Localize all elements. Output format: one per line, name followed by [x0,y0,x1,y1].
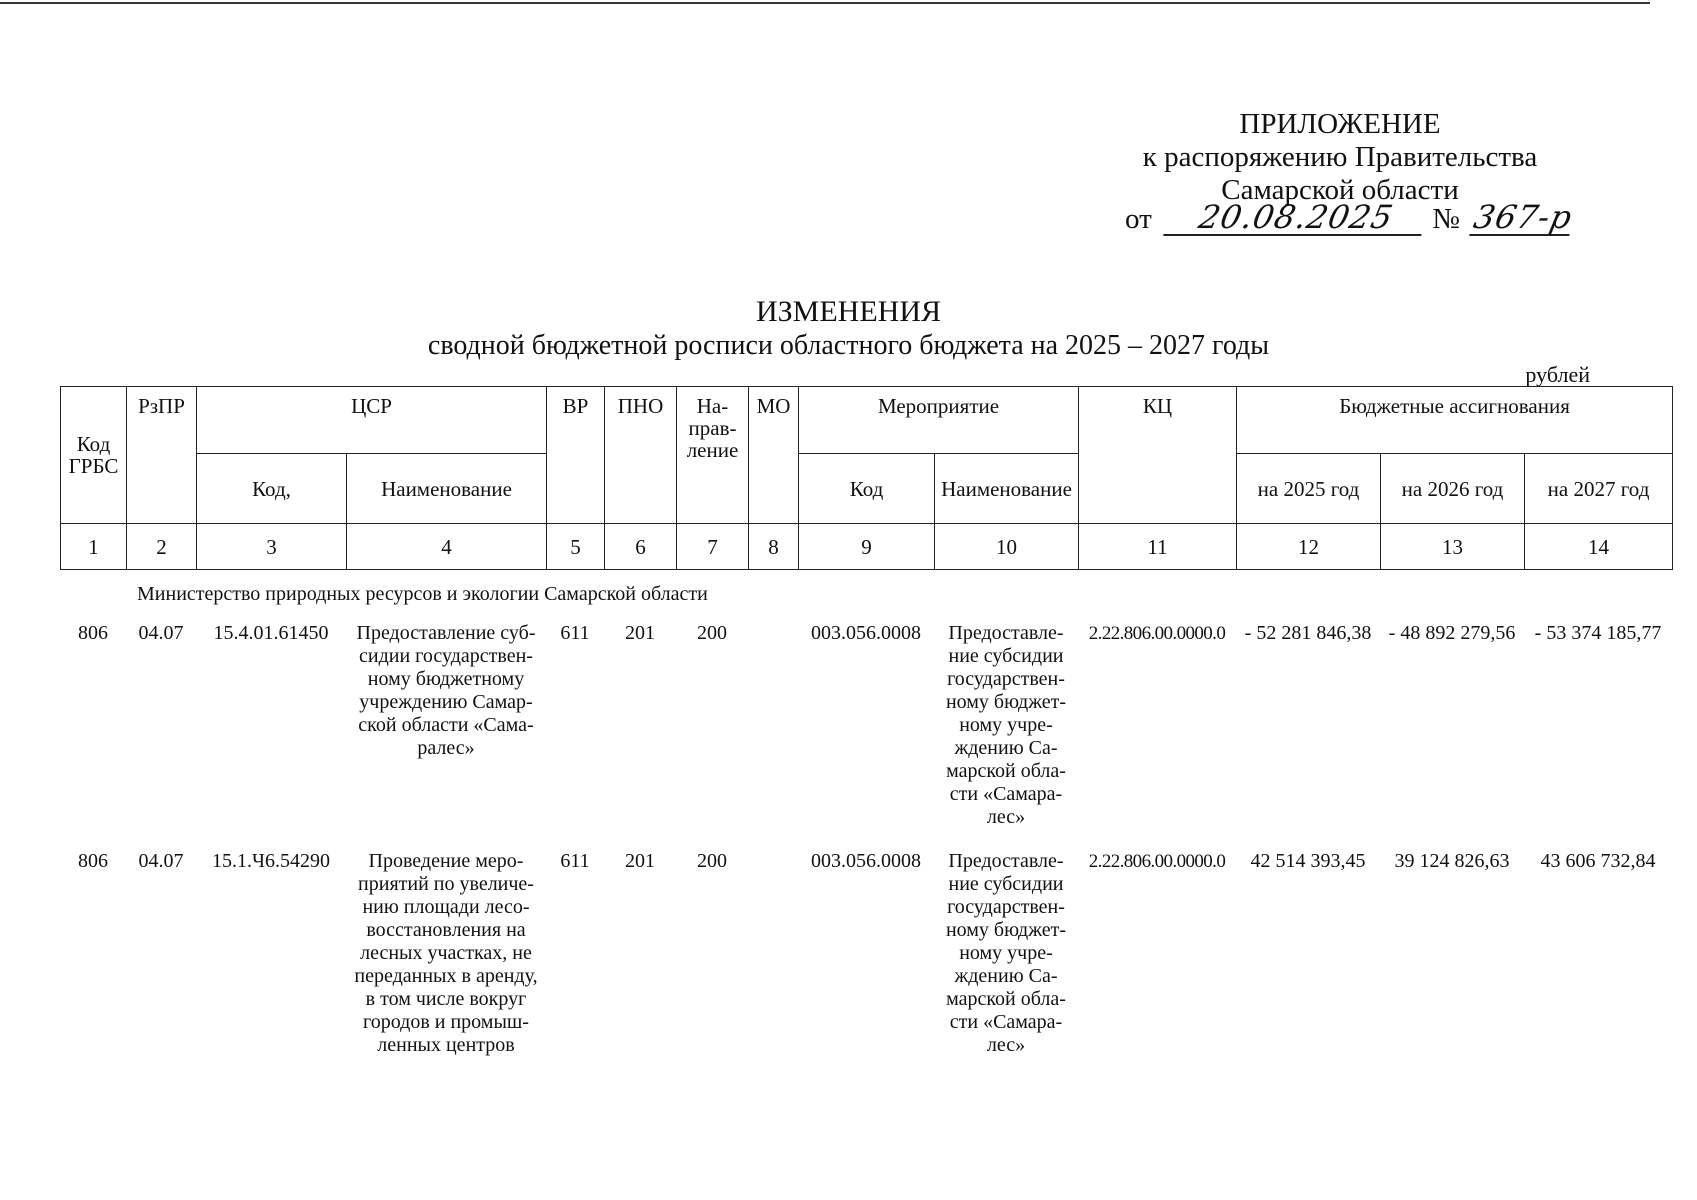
column-number: 4 [347,524,547,570]
cell-kc: 2.22.806.00.0000.0 [1088,851,1226,872]
appendix-line-3: Самарской области [1221,174,1459,206]
top-border-line [0,2,1650,4]
header-event: Мероприятие [799,387,1079,454]
appendix-block [1110,108,1570,207]
currency-unit: рублей [1525,362,1590,387]
cell-event-name: Предоставле-ние субсидии государствен-ному бюджет-ному учре-ждению Са-марской обла-сти «Самара-лес» [945,850,1067,1056]
header-csr: ЦСР [197,387,547,454]
header-kc: КЦ [1079,387,1237,524]
handwritten-number: 367-р [1470,198,1577,236]
handwritten-date: 20.08.2025 [1163,200,1429,236]
cell-rzpr: 04.07 [138,622,184,644]
document-title: ИЗМЕНЕНИЯ [755,295,942,328]
cell-amount-2027: - 53 374 185,77 [1534,622,1662,644]
table-row [60,850,1672,1080]
cell-mo [748,850,798,1080]
column-number: 6 [605,524,677,570]
column-number: 14 [1525,524,1673,570]
order-reference [1125,198,1577,236]
header-vr: ВР [547,387,605,524]
column-number: 12 [1237,524,1381,570]
header-year-2027: на 2027 год [1525,454,1673,524]
header-event-code: Код [799,454,935,524]
header-csr-name: Наименование [347,454,547,524]
cell-csr-name: Проведение меро-приятий по увеличе-нию площади лесо-восстановления на лесных участках, не переданных в аренду, в том числе вокруг городов и промыш-ленных центров [354,850,538,1056]
cell-amount-2025: 42 514 393,45 [1250,850,1366,872]
cell-event-code: 003.056.0008 [811,622,921,644]
header-napravlenie: На-прав-ление [677,387,749,524]
cell-vr: 611 [560,622,590,644]
cell-napravlenie: 200 [697,622,727,644]
number-label: № [1432,203,1460,235]
column-number: 8 [749,524,799,570]
cell-rzpr: 04.07 [138,850,184,872]
header-mo: МО [749,387,799,524]
column-number: 5 [547,524,605,570]
header-pno: ПНО [605,387,677,524]
header-csr-code: Код, [197,454,347,524]
from-label: от [1125,203,1152,235]
header-kod-grbs: Код ГРБС [61,387,127,524]
header-event-name: Наименование [935,454,1079,524]
cell-napravlenie: 200 [697,850,727,872]
cell-csr-name: Предоставление суб-сидии государствен-ному бюджетному учреждению Самар-ской области «Сама-ралес» [356,622,536,759]
table-row [60,622,1672,850]
header-year-2025: на 2025 год [1237,454,1381,524]
column-number: 9 [799,524,935,570]
cell-amount-2026: 39 124 826,63 [1394,850,1510,872]
cell-mo [748,622,798,850]
column-number: 3 [197,524,347,570]
appendix-title: ПРИЛОЖЕНИЕ [1239,108,1441,140]
data-table [60,622,1672,1080]
cell-kc: 2.22.806.00.0000.0 [1088,623,1226,644]
cell-event-name: Предоставле-ние субсидии государствен-ному бюджет-ному учре-ждению Са-марской обла-сти «Самара-лес» [945,622,1067,828]
header-year-2026: на 2026 год [1381,454,1525,524]
appendix-line-2: к распоряжению Правительства [1142,141,1538,173]
header-table [60,386,1673,570]
cell-amount-2027: 43 606 732,84 [1540,850,1656,872]
cell-grbs: 806 [78,622,108,644]
cell-pno: 201 [625,850,655,872]
ministry-name: Министерство природных ресурсов и экологии Самарской области [137,583,708,605]
column-number: 7 [677,524,749,570]
header-budget: Бюджетные ассигнования [1237,387,1673,454]
column-number: 13 [1381,524,1525,570]
cell-amount-2026: - 48 892 279,56 [1388,622,1516,644]
cell-vr: 611 [560,850,590,872]
header-rzpr: РзПР [127,387,197,524]
cell-amount-2025: - 52 281 846,38 [1244,622,1372,644]
column-number: 11 [1079,524,1237,570]
document-subtitle: сводной бюджетной росписи областного бюджета на 2025 – 2027 годы [427,330,1270,361]
cell-event-code: 003.056.0008 [811,850,921,872]
cell-csr-code: 15.4.01.61450 [213,622,329,644]
column-number: 10 [935,524,1079,570]
cell-csr-code: 15.1.Ч6.54290 [212,850,330,872]
cell-grbs: 806 [78,850,108,872]
cell-pno: 201 [625,622,655,644]
column-number: 2 [127,524,197,570]
column-number: 1 [61,524,127,570]
